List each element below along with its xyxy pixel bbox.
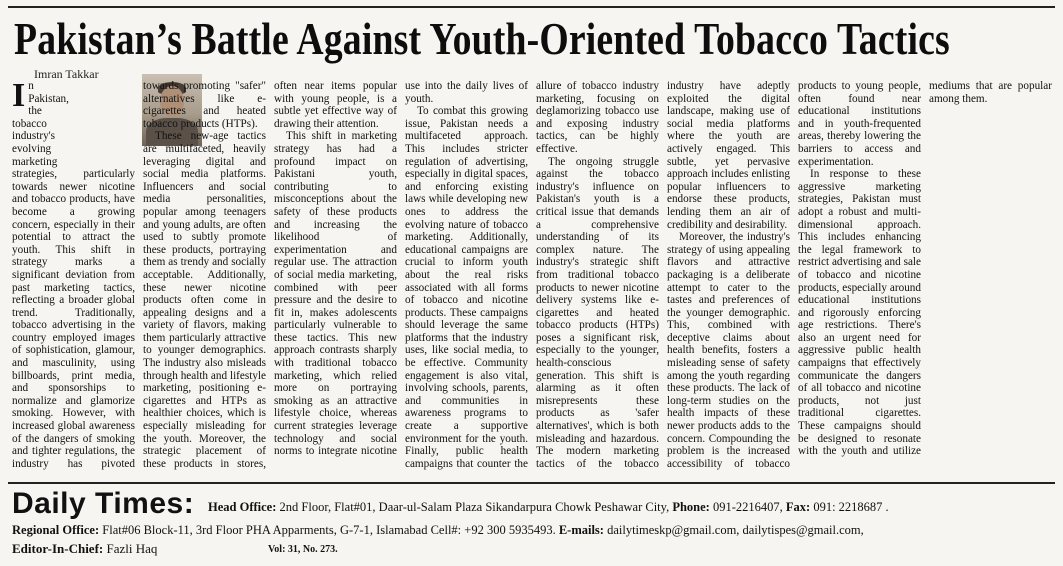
author-byline: Imran Takkar bbox=[34, 67, 99, 81]
regional-office-address: Flat#06 Block-11, 3rd Floor PHA Apparments, G-7-1, Islamabad Cell#: +92 300 5935493. bbox=[102, 523, 556, 537]
email-addresses: dailytimeskp@gmail.com, dailytispes@gmail.com, bbox=[607, 523, 864, 537]
top-rule bbox=[8, 6, 1055, 8]
phone-number: 091-2216407, bbox=[712, 500, 783, 514]
article-paragraph: Moreover, the industry's strategy of using appealing flavors and attractive packaging is a deliberate attempt to cater to the tastes and preferences of the younger demographic. This, combined with deceptive claims about health benefits, fosters a misleading sense of safety among the youth regarding these products. The lack of long-term studies on the health impacts of these newer products adds to the concern. Compounding the problem is the increased accessibility of tobacco products to young people, often found near educational institutions and in youth-frequented areas, thereby lowering the barriers to access and experimentation. bbox=[667, 80, 921, 470]
article-paragraph: In response to these aggressive marketing strategies, Pakistan must adopt a robust and multi-dimensional approach. This includes enhancing the legal framework to restrict advertising and sale of tobacco and nicotine products, especially around educational institutions and rigorously enforcing age restrictions. There's also an urgent need for aggressive public health campaigns that effectively communicate the dangers of all tobacco and nicotine products, not just traditional cigarettes. These campaigns should be designed to resonate with the youth and utilize mediums that are popular among them. bbox=[798, 80, 1052, 458]
emails-label: E-mails: bbox=[558, 523, 604, 537]
head-office-label: Head Office: bbox=[208, 500, 277, 514]
article-paragraph: The ongoing struggle against the tobacco industry's influence on Pakistan's youth is a critical issue that demands a comprehensive understanding of its complex nature. The industry's strategic shift from traditional tobacco products to newer nicotine delivery systems like e-cigarettes and heated tobacco products (HTPs) poses a significant risk, especially to the younger, health-conscious generation. This shift is alarming as it often misrepresents these products as 'safer alternatives', which is both misleading and hazardous. The modern marketing tactics of the tobacco industry have adeptly exploited the digital landscape, making use of social media platforms where the youth are actively engaged. This subtle, yet pervasive approach includes enlisting popular influencers to endorse these products, lending them an air of credibility and desirability. bbox=[536, 80, 790, 470]
drop-cap: I bbox=[12, 77, 26, 114]
regional-office-line bbox=[12, 523, 864, 538]
article-paragraph: To combat this growing issue, Pakistan needs a multifaceted approach. This includes stricter regulation of advertising, especially in digital spaces, and enforcing existing laws while developing new ones to address the evolving nature of tobacco marketing. Additionally, educational campaigns are crucial to inform youth about the real risks associated with all forms of tobacco and nicotine products. These campaigns should leverage the same platforms that the industry uses, like social media, to be effective. Community engagement is also vital, involving schools, parents, and communities in awareness programs to create a supportive environment for the youth. Finally, public health campaigns that counter the allure of tobacco industry marketing, focusing on deglamorizing tobacco use and exposing industry tactics, can be highly effective. bbox=[405, 80, 659, 470]
article-paragraph: This shift in marketing strategy has had a profound impact on Pakistani youth, contributing to misconceptions about the safety of these products and increasing the likelihood of experimentation and regular use. The attraction of social media marketing, combined with peer pressure and the desire to fit in, makes adolescents particularly vulnerable to these tactics. This new approach contrasts sharply with traditional tobacco marketing, which relied more on portraying smoking as an attractive lifestyle choice, whereas current strategies leverage technology and social norms to integrate nicotine use into the daily lives of youth. bbox=[274, 80, 528, 458]
fax-label: Fax: bbox=[785, 500, 811, 514]
regional-office-label: Regional Office: bbox=[12, 523, 100, 537]
phone-label: Phone: bbox=[672, 500, 710, 514]
fax-number: 091: 2218687 . bbox=[813, 500, 889, 514]
editor-line bbox=[12, 541, 157, 557]
article-body bbox=[12, 77, 1052, 480]
newspaper-footer bbox=[10, 486, 1055, 564]
footer-rule bbox=[8, 482, 1055, 484]
head-office-line bbox=[208, 500, 889, 515]
newspaper-brand: Daily Times: bbox=[12, 487, 195, 520]
volume-number: Vol: 31, No. 273. bbox=[268, 544, 338, 555]
paragraph-text: n Pakistan, the tobacco industry's evolving marketing strategies, particularly towards newer nicotine and tobacco products, have become a growing concern, especially in their potential to attract the youth. This shift in strategy marks a significant deviation from past marketing tactics, reflecting a broader global trend. Traditionally, tobacco advertising in the country employed images of sophistication, glamour, and masculinity, using billboards, print media, and sponsorships to normalize and glamorize smoking. However, with increased global awareness of the dangers of smoking and tighter regulations, the industry has pivoted towards promoting "safer" alternatives like e-cigarettes and heated tobacco products (HTPs). bbox=[12, 80, 266, 470]
article-paragraph: These new-age tactics are multifaceted, heavily leveraging digital and social media platforms. Influencers and social media personalities, popular among teenagers and young adults, are often used to subtly promote these products, portraying them as trendy and socially acceptable. Additionally, these newer nicotine products often come in appealing designs and a variety of flavors, making them particularly attractive to younger demographics. The industry also misleads through health and lifestyle marketing, positioning e-cigarettes and HTPs as healthier choices, which is especially misleading for the youth. Moreover, the strategic placement of these products in stores, often near items popular with young people, is a subtle yet effective way of drawing their attention. bbox=[143, 80, 397, 470]
photo-wrap-space bbox=[71, 80, 135, 160]
editor-label: Editor-In-Chief: bbox=[12, 541, 104, 556]
editor-name: Fazli Haq bbox=[106, 541, 158, 556]
head-office-address: 2nd Floor, Flat#01, Daar-ul-Salam Plaza Sikandarpura Chowk Peshawar City, bbox=[279, 500, 670, 514]
article-headline: Pakistan’s Battle Against Youth-Oriented Tobacco Tactics bbox=[14, 13, 950, 64]
